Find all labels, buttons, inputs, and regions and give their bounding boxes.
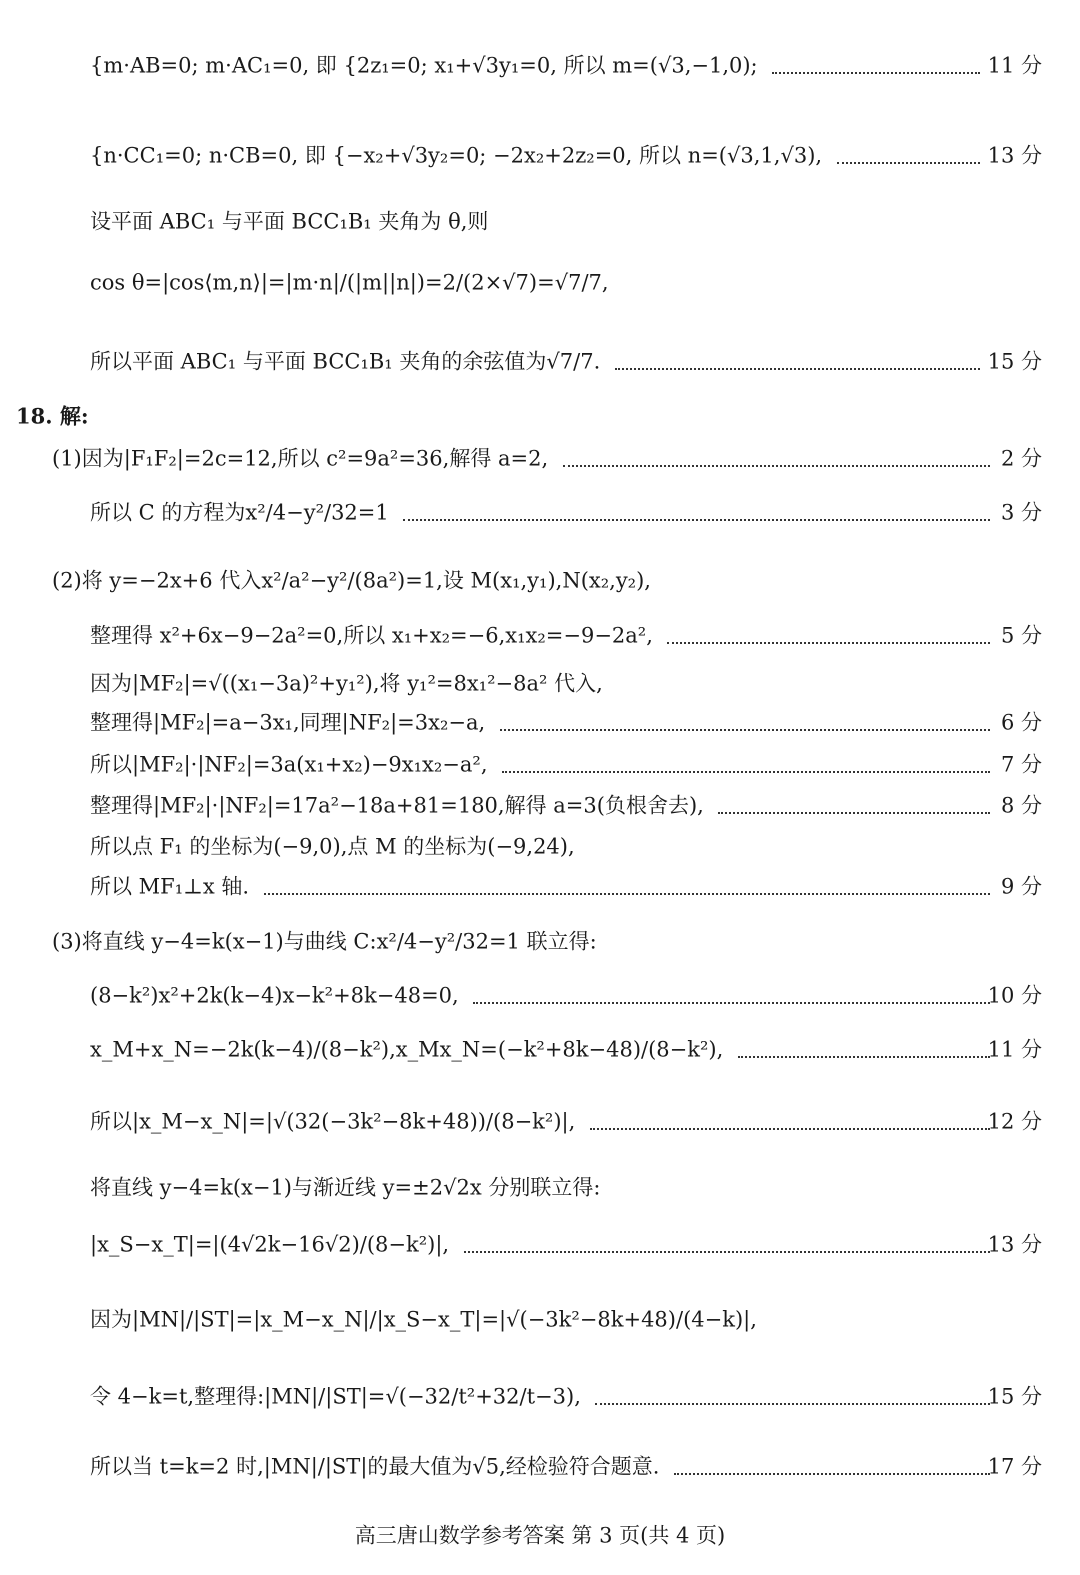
answer-text: 所以|x_M−x_N|=|√(32(−3k²−8k+48))/(8−k²)|,: [90, 1109, 576, 1134]
dotted-leader: [837, 162, 980, 164]
dotted-leader: [403, 519, 990, 521]
answer-text: (2)将 y=−2x+6 代入x²/a²−y²/(8a²)=1,设 M(x₁,y₁),N(x₂,y₂),: [52, 568, 651, 593]
score-mark: 11 分: [987, 53, 1042, 78]
answer-text: 整理得|MF₂|·|NF₂|=17a²−18a+81=180,解得 a=3(负根舍去),: [90, 793, 704, 818]
answer-text: |x_S−x_T|=|(4√2k−16√2)/(8−k²)|,: [90, 1232, 450, 1257]
answer-text: (8−k²)x²+2k(k−4)x−k²+8k−48=0,: [90, 983, 459, 1008]
page-footer: 高三唐山数学参考答案 第 3 页(共 4 页): [354, 1523, 726, 1548]
answer-text: 设平面 ABC₁ 与平面 BCC₁B₁ 夹角为 θ,则: [90, 209, 489, 234]
score-mark: 9 分: [1000, 874, 1042, 899]
dotted-leader: [772, 72, 980, 74]
score-mark: 3 分: [1000, 500, 1042, 525]
answer-text: 所以平面 ABC₁ 与平面 BCC₁B₁ 夹角的余弦值为√7/7.: [90, 349, 601, 374]
dotted-leader: [674, 1473, 990, 1475]
answer-text: 将直线 y−4=k(x−1)与渐近线 y=±2√2x 分别联立得:: [90, 1175, 601, 1200]
answer-text: 所以点 F₁ 的坐标为(−9,0),点 M 的坐标为(−9,24),: [90, 834, 575, 859]
dotted-leader: [264, 893, 990, 895]
dotted-leader: [738, 1056, 990, 1058]
dotted-leader: [615, 368, 980, 370]
dotted-leader: [563, 465, 990, 467]
score-mark: 15 分: [987, 349, 1042, 374]
score-mark: 11 分: [987, 1037, 1042, 1062]
answer-text: {n·CC₁=0; n·CB=0, 即 {−x₂+√3y₂=0; −2x₂+2z₂=0, 所以 n=(√3,1,√3),: [90, 143, 823, 168]
dotted-leader: [667, 642, 990, 644]
score-mark: 15 分: [987, 1384, 1042, 1409]
score-mark: 6 分: [1000, 710, 1042, 735]
answer-text: 所以|MF₂|·|NF₂|=3a(x₁+x₂)−9x₁x₂−a²,: [90, 752, 488, 777]
answer-text: (3)将直线 y−4=k(x−1)与曲线 C:x²/4−y²/32=1 联立得:: [52, 929, 597, 954]
score-mark: 8 分: [1000, 793, 1042, 818]
score-mark: 12 分: [987, 1109, 1042, 1134]
answer-text: 所以当 t=k=2 时,|MN|/|ST|的最大值为√5,经检验符合题意.: [90, 1454, 660, 1479]
answer-text: {m·AB=0; m·AC₁=0, 即 {2z₁=0; x₁+√3y₁=0, 所以 m=(√3,−1,0);: [90, 53, 758, 78]
answer-text: 整理得|MF₂|=a−3x₁,同理|NF₂|=3x₂−a,: [90, 710, 486, 735]
dotted-leader: [502, 771, 990, 773]
score-mark: 5 分: [1000, 623, 1042, 648]
score-mark: 7 分: [1000, 752, 1042, 777]
dotted-leader: [500, 729, 990, 731]
score-mark: 17 分: [987, 1454, 1042, 1479]
answer-text: 因为|MF₂|=√((x₁−3a)²+y₁²),将 y₁²=8x₁²−8a² 代入,: [90, 671, 603, 696]
answer-text: 整理得 x²+6x−9−2a²=0,所以 x₁+x₂=−6,x₁x₂=−9−2a²,: [90, 623, 653, 648]
answer-text: 令 4−k=t,整理得:|MN|/|ST|=√(−32/t²+32/t−3),: [90, 1384, 581, 1409]
dotted-leader: [595, 1403, 990, 1405]
dotted-leader: [473, 1002, 990, 1004]
answer-text: 因为|MN|/|ST|=|x_M−x_N|/|x_S−x_T|=|√(−3k²−8k+48)/(4−k)|,: [90, 1307, 757, 1332]
score-mark: 13 分: [987, 143, 1042, 168]
dotted-leader: [718, 812, 990, 814]
score-mark: 2 分: [1000, 446, 1042, 471]
answer-text: 所以 C 的方程为x²/4−y²/32=1: [90, 500, 389, 525]
dotted-leader: [464, 1251, 990, 1253]
answer-text: x_M+x_N=−2k(k−4)/(8−k²),x_Mx_N=(−k²+8k−48)/(8−k²),: [90, 1037, 724, 1062]
answer-text: 18. 解:: [16, 403, 89, 429]
answer-text: (1)因为|F₁F₂|=2c=12,所以 c²=9a²=36,解得 a=2,: [52, 446, 549, 471]
answer-text: cos θ=|cos⟨m,n⟩|=|m·n|/(|m||n|)=2/(2×√7)=√7/7,: [90, 270, 609, 295]
score-mark: 10 分: [987, 983, 1042, 1008]
dotted-leader: [590, 1128, 990, 1130]
score-mark: 13 分: [987, 1232, 1042, 1257]
answer-text: 所以 MF₁⊥x 轴.: [90, 874, 250, 899]
